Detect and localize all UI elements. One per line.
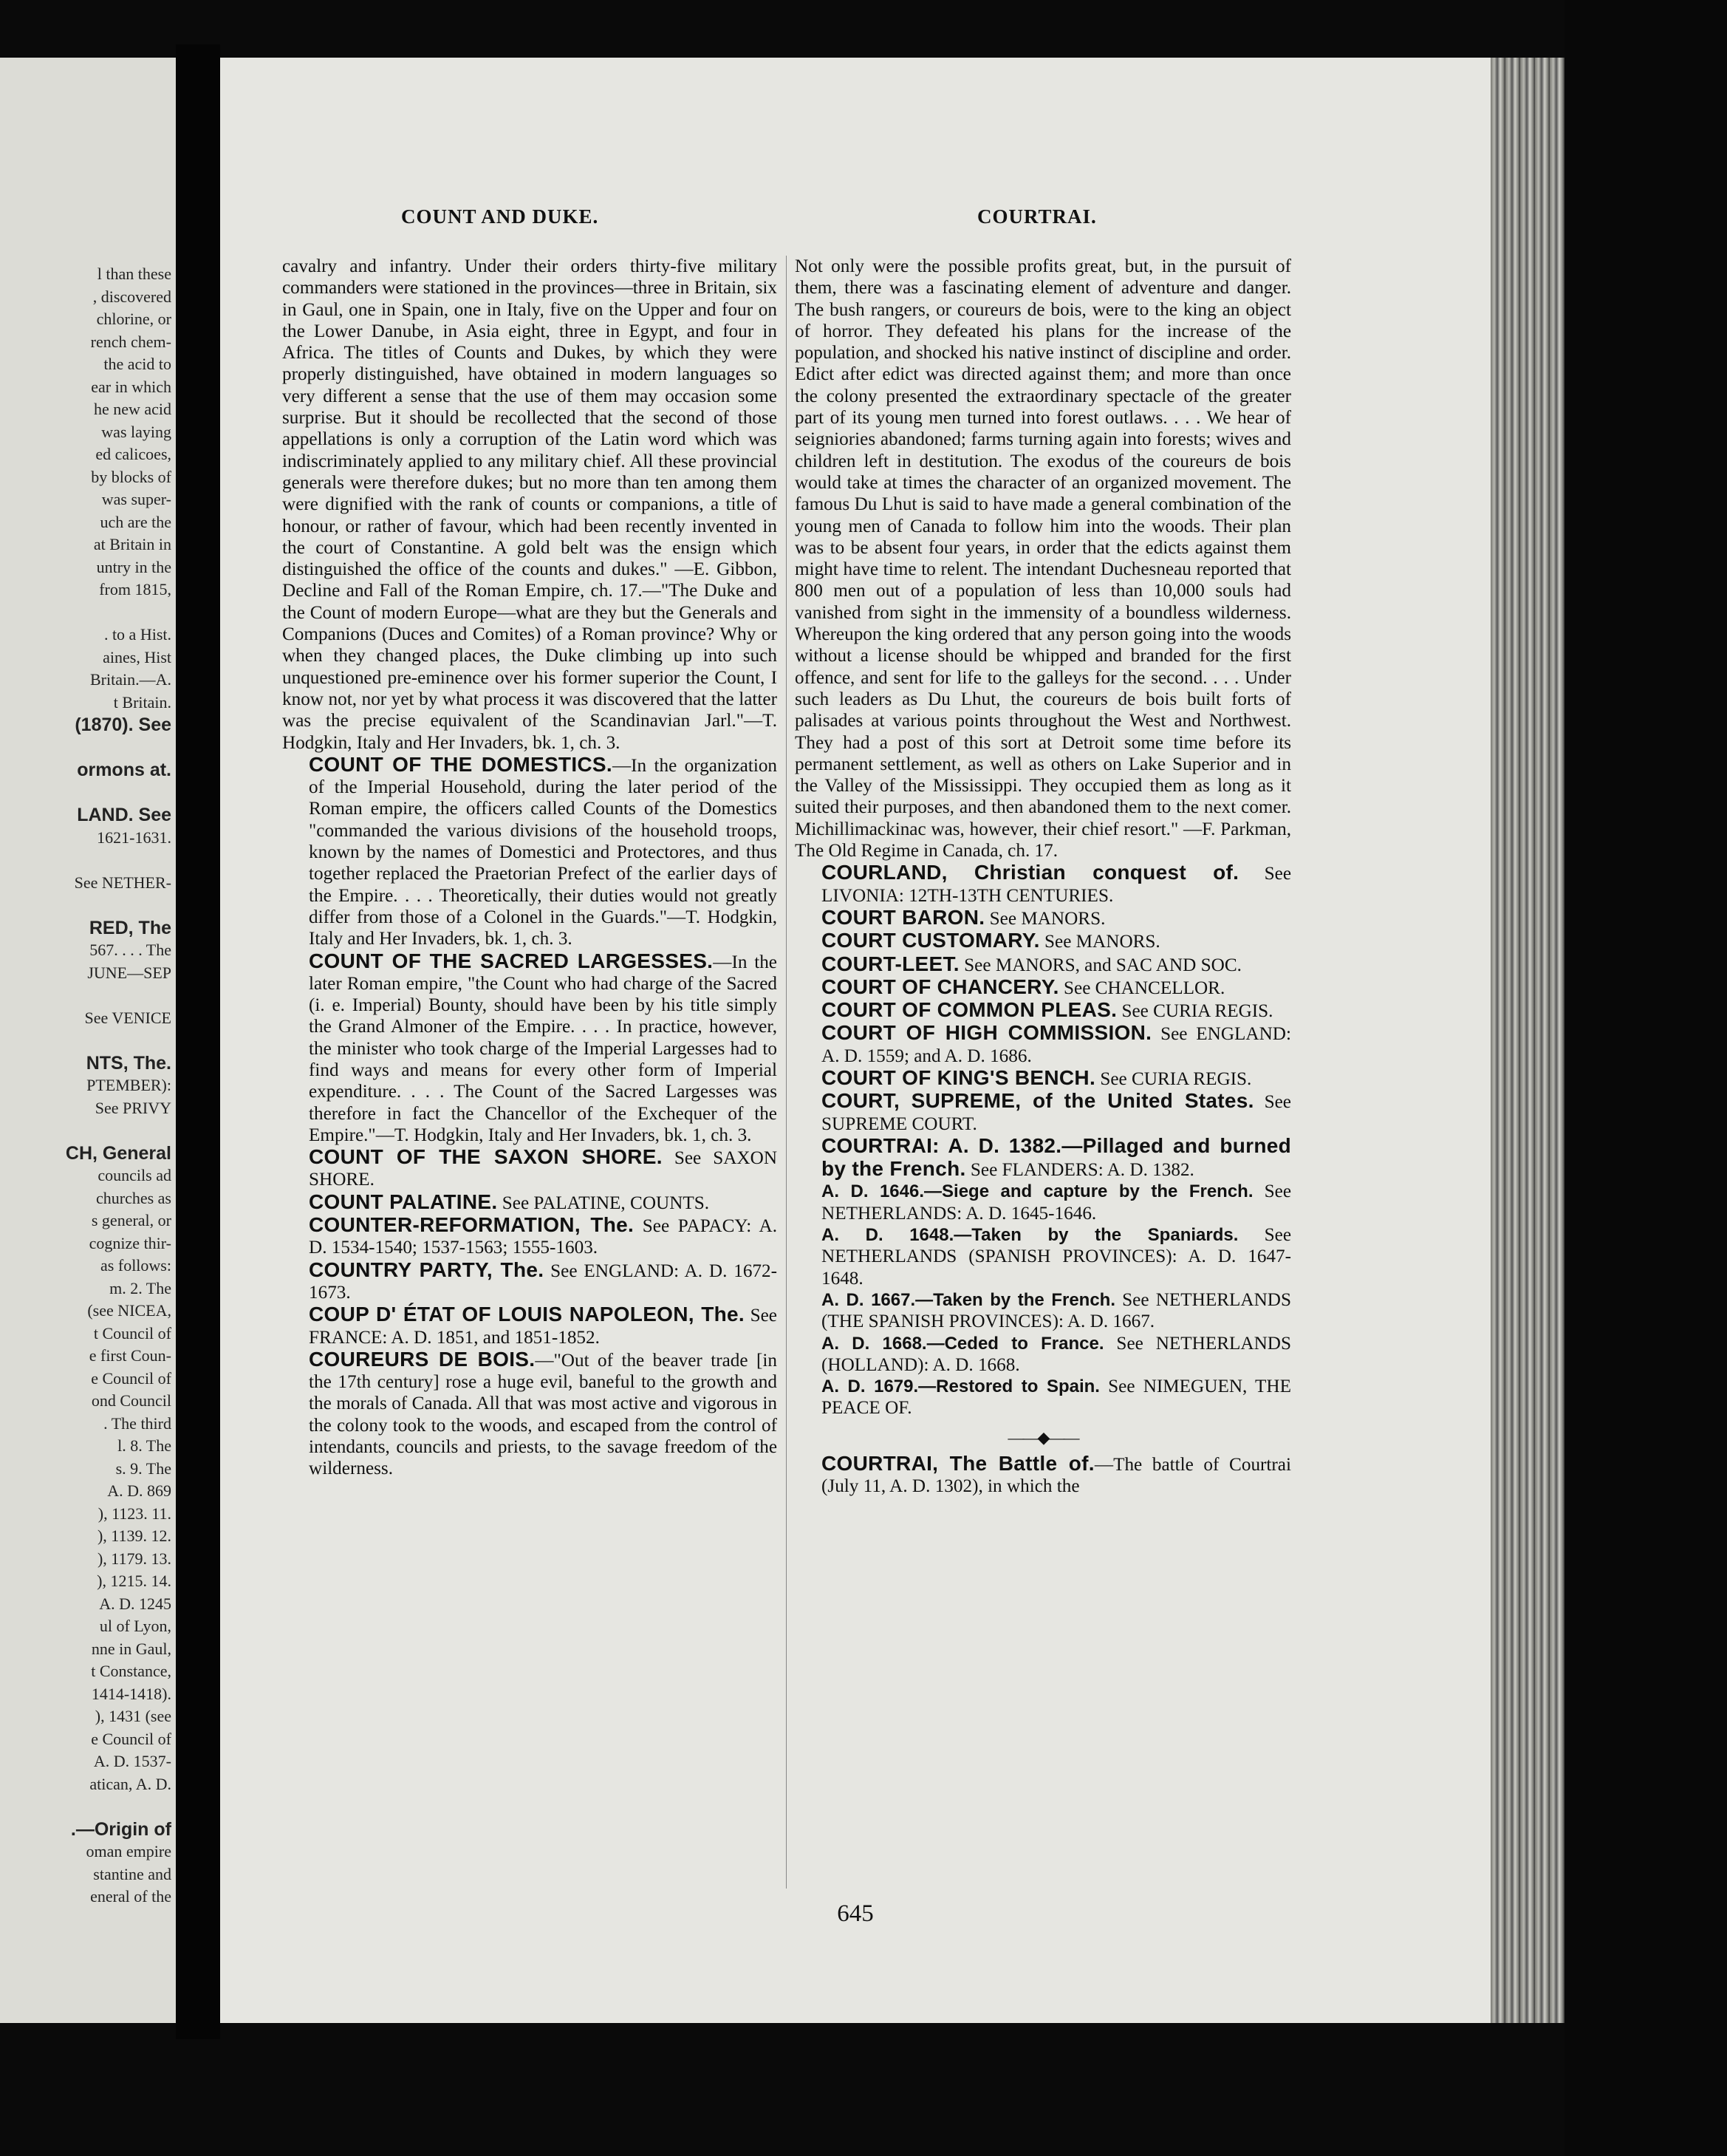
entry-headword: COURT OF CHANCERY. — [821, 975, 1059, 998]
left-page-line: CH, General — [65, 1142, 171, 1164]
left-page-line: untry in the — [96, 557, 171, 576]
entry-text: See PAPACY: A. D. 1534-1540; 1537-1563; 1555-1603. — [309, 1216, 778, 1258]
left-page-line: the acid to — [103, 355, 171, 373]
left-page-line: oman empire — [86, 1842, 171, 1860]
entry-text: See NETHERLANDS (SPANISH PROVINCES): A. D. 1647-1648. — [821, 1225, 1291, 1289]
left-page-line: ), 1215. 14. — [97, 1572, 171, 1590]
left-page-line: t Britain. — [113, 692, 171, 712]
entry-text: See FRANCE: A. D. 1851, and 1851-1852. — [309, 1306, 777, 1348]
left-page-line: he new acid — [93, 400, 171, 418]
left-page-line: from 1815, — [99, 580, 171, 598]
dictionary-entry — [795, 999, 1291, 1022]
left-page-line: eneral of the — [90, 1887, 171, 1906]
dictionary-entry — [795, 1067, 1291, 1090]
left-page-line: A. D. 1245 — [99, 1594, 171, 1613]
left-page-line: aines, Hist — [103, 647, 171, 666]
entry-text: See CURIA REGIS. — [1095, 1068, 1252, 1089]
entry-courtrai-battle — [795, 1453, 1291, 1498]
book-gutter — [176, 44, 220, 2039]
left-page-line: A. D. 1537- — [93, 1752, 171, 1770]
left-page-line: cognize thir- — [89, 1233, 171, 1252]
courtrai-subentries — [795, 1181, 1291, 1419]
dictionary-entry — [795, 953, 1291, 976]
entry-text: See MANORS. — [985, 908, 1106, 929]
left-page-line: atican, A. D. — [89, 1774, 171, 1793]
left-page-line: chlorine, or — [96, 310, 171, 328]
entry-text: —In the organization of the Imperial Household, during the later period of the Roman empire, the officers called Counts of the Domestics "commanded the various divisions of the household troops, known by the names of Domestici and Protectores, and thus together replaced the Praetorian Prefect of the earlier days of the Empire. . . . Theoretically, their duties would not greatly differ from those of a Colonel in the Guards."—T. Hodgkin, Italy and Her Invaders, bk. 1, ch. 3. — [309, 755, 778, 949]
entry-text: See NETHERLANDS: A. D. 1645-1646. — [821, 1181, 1291, 1224]
left-page-line: ond Council — [91, 1391, 171, 1410]
dictionary-entry — [795, 1022, 1291, 1067]
entry-text: See CURIA REGIS. — [1117, 1001, 1273, 1022]
entry-text: —The battle of Courtrai (July 11, A. D. 1302), in which the — [821, 1455, 1291, 1497]
left-page-line: s. 9. The — [115, 1459, 171, 1478]
column-right — [795, 256, 1291, 1498]
left-page-line: was super- — [101, 490, 171, 508]
adjacent-left-page — [0, 58, 176, 2023]
left-page-line: . The third — [103, 1413, 171, 1433]
left-page-line: JUNE—SEP — [87, 963, 171, 982]
left-page-line: See NETHER- — [74, 873, 171, 892]
left-page-line: . to a Hist. — [103, 625, 171, 644]
dictionary-entry — [795, 1289, 1291, 1333]
running-head-right: COURTRAI. — [977, 205, 1097, 228]
entry-text: —"Out of the beaver trade [in the 17th century] rose a huge evil, baneful to the growth and the morals of Canada. All that was most active and vigorous in the colony took to the woods, and escaped from the control of intendants, councils and priests, to the savage freedom of the wilderness. — [309, 1350, 777, 1479]
dictionary-entry — [282, 950, 777, 1147]
dictionary-entry — [282, 1146, 777, 1191]
entry-headword: COUNT OF THE DOMESTICS. — [309, 752, 612, 776]
entry-headword: COURT BARON. — [821, 905, 985, 929]
entry-text: See NETHERLANDS (HOLLAND): A. D. 1668. — [821, 1333, 1291, 1375]
entry-headword: COUNTER-REFORMATION, The. — [309, 1213, 635, 1237]
entry-text: See ENGLAND: A. D. 1559; and A. D. 1686. — [821, 1024, 1291, 1066]
dictionary-entry — [282, 1191, 777, 1214]
entry-headword: COUNT OF THE SAXON SHORE. — [309, 1145, 663, 1169]
left-page-line: stantine and — [93, 1864, 171, 1883]
left-page-line: t Council of — [93, 1323, 171, 1343]
left-page-line: A. D. 869 — [107, 1481, 171, 1500]
entry-text: See NIMEGUEN, THE PEACE OF. — [821, 1377, 1291, 1419]
entry-headword: COURTRAI, The Battle of. — [821, 1452, 1095, 1476]
left-page-line: was laying — [101, 422, 171, 441]
entry-headword: COURT CUSTOMARY. — [821, 929, 1040, 952]
entry-headword: A. D. 1646.—Siege and capture by the French. — [821, 1181, 1254, 1202]
left-page-line: ), 1179. 13. — [97, 1549, 171, 1568]
entry-text: See MANORS. — [1039, 932, 1160, 952]
left-page-line: m. 2. The — [109, 1278, 171, 1297]
entry-headword: COURT OF KING'S BENCH. — [821, 1065, 1096, 1089]
entry-headword: COUNT PALATINE. — [309, 1190, 498, 1213]
entry-headword: COUP D' ÉTAT OF LOUIS NAPOLEON, The. — [309, 1303, 745, 1326]
left-page-line: e Council of — [91, 1729, 171, 1748]
left-page-line: RED, The — [89, 917, 171, 938]
left-page-line: LAND. See — [77, 805, 171, 825]
left-page-line: councils ad — [98, 1166, 171, 1184]
page-number: 645 — [837, 1900, 874, 1927]
left-page-line: as follows: — [100, 1256, 171, 1275]
left-page-line: churches as — [95, 1188, 171, 1207]
left-page-line: s general, or — [91, 1211, 171, 1229]
left-page-line: uch are the — [100, 512, 171, 531]
left-page-line: ed calicoes, — [95, 445, 171, 463]
left-page-line: See VENICE — [84, 1008, 171, 1027]
entry-text: See ENGLAND: A. D. 1672-1673. — [309, 1260, 777, 1303]
entry-text: See NETHERLANDS (THE SPANISH PROVINCES): A. D. 1667. — [821, 1289, 1292, 1332]
dictionary-entry — [795, 1333, 1291, 1377]
column-left — [282, 256, 777, 1480]
entry-headword: COURT OF COMMON PLEAS. — [821, 998, 1118, 1022]
left-page-line: l than these — [97, 265, 171, 283]
left-page-line: 1621-1631. — [97, 828, 171, 847]
entry-text: See SAXON SHORE. — [309, 1148, 778, 1190]
left-page-line: l. 8. The — [117, 1436, 171, 1455]
dictionary-entry — [795, 1224, 1291, 1289]
book-page — [220, 58, 1491, 2023]
left-page-line: (1870). See — [75, 714, 171, 735]
entry-headword: A. D. 1679.—Restored to Spain. — [821, 1377, 1100, 1397]
entry-text: See PALATINE, COUNTS. — [497, 1193, 710, 1213]
left-page-line: t Constance, — [91, 1662, 171, 1680]
entry-text: See LIVONIA: 12TH-13TH CENTURIES. — [821, 864, 1291, 906]
entry-text: See MANORS, and SAC AND SOC. — [959, 955, 1242, 975]
dictionary-entry — [282, 1259, 777, 1304]
entry-headword: COURT-LEET. — [821, 952, 960, 975]
dictionary-entry — [282, 1214, 777, 1259]
left-page-line: PTEMBER): — [86, 1076, 171, 1094]
entry-headword: COUNT OF THE SACRED LARGESSES. — [309, 949, 714, 972]
column-divider — [786, 256, 787, 1889]
left-page-line: e Council of — [91, 1368, 171, 1388]
left-page-line: 567. . . . The — [89, 941, 171, 959]
left-page-line: Britain.—A. — [90, 670, 171, 689]
column-left-entries — [282, 754, 777, 1480]
left-page-line: ), 1123. 11. — [98, 1504, 171, 1523]
dictionary-entry — [795, 1181, 1291, 1224]
left-page-line: 1414-1418). — [91, 1684, 171, 1703]
left-page-line: See PRIVY — [95, 1098, 171, 1117]
column-right-continuation: Not only were the possible profits great, but, in the pursuit of them, there was a fascinating element of adventure and danger. The bush rangers, or coureurs de bois, were to the king an object of horror. They defeated his plans for the increase of the population, and shocked his native instinct of discipline and order. Edict after edict was directed against them; and more than once the colony presented the extraordinary spectacle of the greater part of its young men turned into forest outlaws. . . . We hear of seigniories abandoned; farms turning again into forests; wives and children left in destitution. The exodus of the coureurs de bois would take at times the character of an organized movement. The famous Du Lhut is said to have made a general combination of the young men of Canada to follow him into the woods. Their plan was to be absent four years, in order that the edicts against them might have time to relent. The intendant Duchesneau reported that 800 men out of a population of less than 10,000 souls had vanished from sight in the immensity of a boundless wilderness. Whereupon the king ordered that any person going into the woods without a license should be whipped and branded for the first offence, and sent for life to the galleys for the second. . . . Under such leaders as Du Lhut, the coureurs de bois built forts of palisades at various points throughout the West and Northwest. They had a post of this sort at Detroit some time before its permanent settlement, as well as others on Lake Superior and in the Valley of the Mississippi. They occupied them as long as it suited their purposes, and then abandoned them to the next comer. Michillimackinac was, however, their chief resort." —F. Parkman, The Old Regime in Canada, ch. 17. — [795, 256, 1291, 862]
dictionary-entry — [282, 1348, 777, 1480]
entry-headword: A. D. 1648.—Taken by the Spaniards. — [821, 1225, 1239, 1246]
entry-headword: COURT OF HIGH COMMISSION. — [821, 1021, 1152, 1045]
left-page-line: at Britain in — [93, 535, 171, 553]
scan-background — [1564, 0, 1727, 2156]
entry-headword: A. D. 1667.—Taken by the French. — [821, 1289, 1116, 1310]
entry-text: See FLANDERS: A. D. 1382. — [965, 1160, 1194, 1181]
running-head-left: COUNT AND DUKE. — [401, 205, 599, 228]
entry-text: See CHANCELLOR. — [1059, 978, 1225, 998]
left-page-line: , discovered — [92, 287, 171, 306]
entry-headword: COURTRAI: A. D. 1382.—Pillaged and burned by the French. — [821, 1133, 1291, 1181]
dictionary-entry — [795, 862, 1291, 907]
left-page-line: nne in Gaul, — [91, 1639, 171, 1658]
dictionary-entry — [795, 929, 1291, 952]
column-left-intro: cavalry and infantry. Under their orders thirty-five military commanders were stationed in the provinces—three in Britain, six in Gaul, one in Spain, one in Italy, five on the Upper and four on the Lower Danube, in Asia eight, three in Egypt, and four in Africa. The titles of Counts and Dukes, by which they were properly distinguished, have obtained in modern languages so very different a sense that the use of them may occasion some surprise. But it should be recollected that the second of those appellations is only a corruption of the Latin word which was indiscriminately applied to any military chief. All these provincial generals were therefore dukes; but no more than ten among them were dignified with the rank of counts or companions, a title of honour, or rather of favour, which had been recently invented in the court of Constantine. A gold belt was the ensign which distinguished the office of the counts and dukes." —E. Gibbon, Decline and Fall of the Roman Empire, ch. 17.—"The Duke and the Count of modern Europe—what are they but the Generals and Companions (Duces and Comites) of a Roman province? Why or when they changed places, the Duke climbing up into such unquestioned pre-eminence over his former superior the Count, I know not, nor yet by what process it was discovered that the latter was the precise equivalent of the Scandinavian Jarl."—T. Hodgkin, Italy and Her Invaders, bk. 1, ch. 3. — [282, 256, 777, 753]
dictionary-entry — [795, 907, 1291, 929]
dictionary-entry — [282, 754, 777, 950]
entry-headword: COUREURS DE BOIS. — [309, 1347, 536, 1371]
entry-headword: COURT, SUPREME, of the United States. — [821, 1089, 1254, 1113]
dictionary-entry — [282, 1303, 777, 1348]
entry-headword: COUNTRY PARTY, The. — [309, 1258, 544, 1281]
left-page-line: (see NICEA, — [87, 1301, 171, 1320]
page-edge-stack — [1491, 58, 1564, 2023]
dictionary-entry — [795, 1376, 1291, 1419]
left-page-line: ), 1139. 12. — [97, 1526, 171, 1545]
left-page-line: e first Coun- — [89, 1346, 171, 1365]
left-page-line: NTS, The. — [86, 1052, 171, 1074]
entry-headword: A. D. 1668.—Ceded to France. — [821, 1333, 1104, 1354]
left-page-line: ), 1431 (see — [95, 1707, 171, 1725]
dictionary-entry — [795, 1135, 1291, 1181]
left-page-line: by blocks of — [91, 467, 171, 486]
dictionary-entry — [795, 976, 1291, 999]
entry-text: See SUPREME COURT. — [821, 1092, 1291, 1134]
entry-text: —In the later Roman empire, "the Count who had charge of the Sacred (i. e. Imperial) Bounty, should have been by his title simply the Grand Almoner of the Empire. . . . In practice, however, the minister who took charge of the Imperial Largesses had to find ways and means for every other form of Imperial expenditure. . . . The Count of the Sacred Largesses was therefore in fact the Chancellor of the Exchequer of the Empire."—T. Hodgkin, Italy and Her Invaders, bk. 1, ch. 3. — [309, 952, 777, 1145]
dictionary-entry — [795, 1090, 1291, 1135]
left-page-line: ear in which — [91, 377, 171, 396]
left-page-line: ormons at. — [77, 760, 171, 780]
left-page-line: rench chem- — [90, 332, 171, 351]
left-page-line: ul of Lyon, — [99, 1617, 171, 1635]
column-right-entries — [795, 862, 1291, 1181]
entry-separator: ——◆—— — [1008, 1427, 1078, 1447]
entry-headword: COURLAND, Christian conquest of. — [821, 861, 1239, 884]
left-page-line: .—Origin of — [70, 1818, 171, 1840]
